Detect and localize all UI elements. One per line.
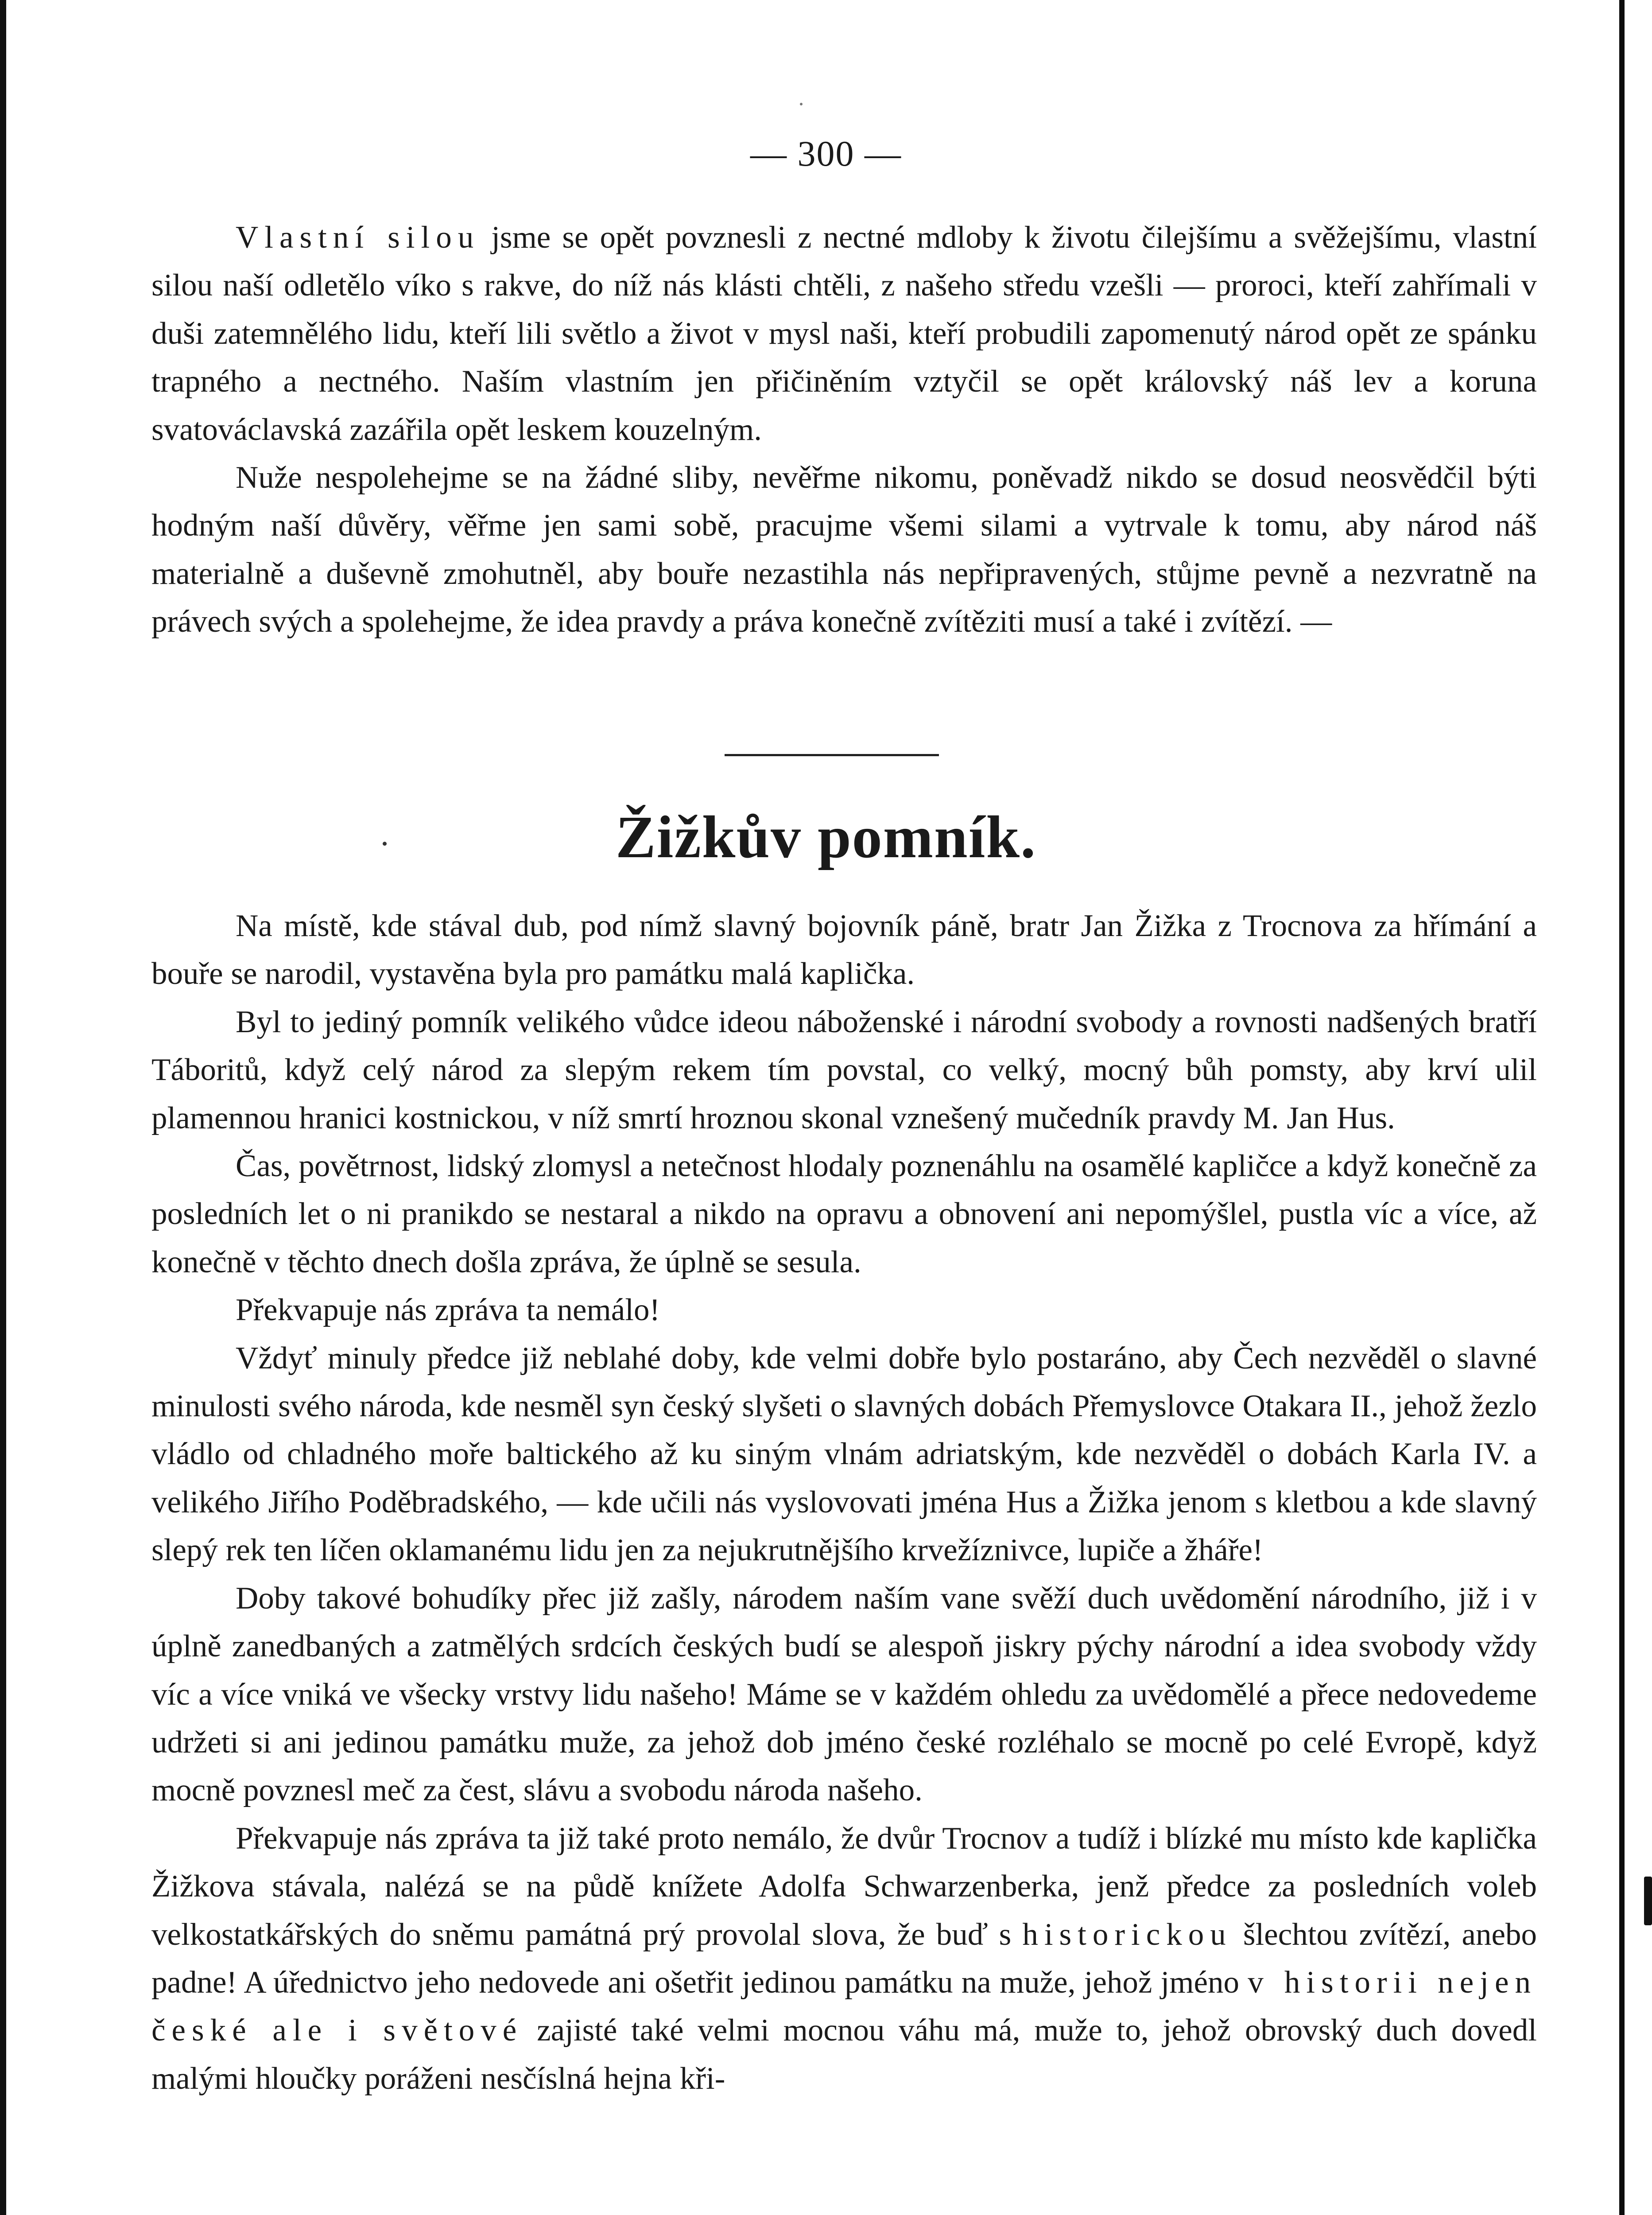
paragraph: Vždyť minuly předce již neblahé doby, kde velmi dobře bylo postaráno, aby Čech nezvěděl o slavné minulosti svého národa, kde nesměl syn český slyšeti o slavných dobách Přemyslovce Otakara II., jehož žezlo vládlo od chladného moře baltického až ku siným vlnám adriatským, kde nezvěděl o dobách Karla IV. a velikého Jiřího Poděbradského, — kde učili nás vyslovovati jména Hus a Žižka jenom s kletbou a kde slavný slepý rek ten líčen oklamanému lidu jen za nejukrutnějšího krvežíznivce, lupiče a žháře! <box>151 1341 1537 1568</box>
scan-edge-right <box>1619 0 1625 2215</box>
paragraph: Byl to jediný pomník velikého vůdce ideou náboženské i národní svobody a rovnosti nadšených bratří Táboritů, když celý národ za slepým rekem tím povstal, co velký, mocný bůh pomsty, aby krví ulil plamennou hranici kostnickou, v níž smrtí hroznou skonal vznešený mučedník pravdy M. Jan Hus. <box>151 1004 1537 1135</box>
page-number: — 300 — <box>750 133 902 174</box>
paragraph-text: zajisté také velmi mocnou váhu má, muže to, jehož obrovský duch dovedl malými hloučky poráženi nesčíslná hejna kři- <box>151 2013 1537 2096</box>
paragraph <box>151 1815 1537 2102</box>
article-continuation <box>151 214 1537 646</box>
paragraph: Na místě, kde stával dub, pod nímž slavný bojovník páně, bratr Jan Žižka z Trocnova za hřímání a bouře se narodil, vystavěna byla pro památku malá kaplička. <box>151 909 1537 991</box>
paragraph-text: Překvapuje nás zpráva ta již také proto nemálo, že dvůr Trocnov a tudíž i blízké mu místo kde kaplička Žižkova stávala, nalézá se na půdě knížete Adolfa Schwarzenberka, jenž předce za posledních voleb velkostatkářských do sněmu památná prý provolal slova, že buď s <box>151 1821 1537 1952</box>
spaced-emphasis: v historii nejen české ale i světové <box>151 1965 1537 2048</box>
paragraph: Doby takové bohudíky přec již zašly, národem naším vane svěží duch uvědomění národního, již i v úplně zanedbaných a zatmělých srdcích českých budí se alespoň jiskry pýchy národní a idea svobody vždy víc a více vniká ve všecky vrstvy lidu našeho! Máme se v každém ohledu za uvědomělé a přece nedovedeme udržeti si ani jedinou památku muže, za jehož dob jméno české rozléhalo se mocně po celé Evropě, když mocně povznesl meč za čest, slávu a svobodu národa našeho. <box>151 1581 1537 1808</box>
scan-edge-left <box>0 0 6 2215</box>
binding-clip <box>1644 1877 1652 1925</box>
article-body <box>151 902 1537 2102</box>
section-divider <box>725 754 939 756</box>
paragraph-text: šlechtou zvítězí, anebo padne! A úřednictvo jeho nedovede ani ošetřit jedinou památku na muže, jehož jméno <box>151 1917 1537 2000</box>
paragraph: Čas, povětrnost, lidský zlomysl a netečnost hlodaly poznenáhlu na osamělé kapličce a když konečně za posledních let o ni pranikdo se nestaral a nikdo na opravu a obnovení ani nepomýšlel, pustla víc a více, až konečně v těchto dnech došla zpráva, že úplně se sesula. <box>151 1149 1537 1279</box>
speck <box>800 103 803 105</box>
spaced-lead: Vlastní silou <box>236 220 480 255</box>
paragraph: Překvapuje nás zpráva ta nemálo! <box>236 1293 660 1328</box>
article-heading: Žižkův pomník. <box>615 804 1037 870</box>
paragraph: Nuže nespolehejme se na žádné sliby, nevěřme nikomu, poněvadž nikdo se dosud neosvědčil býti hodným naší důvěry, věřme jen sami sobě, pracujme všemi silami a vytrvale k tomu, aby národ náš materialně a duševně zmohutněl, aby bouře nezastihla nás nepřipravených, stůjme pevně a nezvratně na právech svých a spolehejme, že idea pravdy a práva konečně zvítěziti musí a také i zvítězí. — <box>151 460 1537 639</box>
spaced-emphasis: historickou <box>1022 1917 1232 1952</box>
paragraph-text: jsme se opět povznesli z nectné mdloby k životu čilejšímu a svěžejšímu, vlastní silou naší odletělo víko s rakve, do níž nás klásti chtěli, z našeho středu vzešli — proroci, kteří zahřímali v duši zatemnělého lidu, kteří lili světlo a život v mysl naši, kteří probudili zapomenutý národ opět ze spánku trapného a nectného. Naším vlastním jen přičiněním vztyčil se opět královský náš lev a koruna svatováclavská zazářila opět leskem kouzelným. <box>151 220 1537 447</box>
paragraph <box>151 214 1537 454</box>
